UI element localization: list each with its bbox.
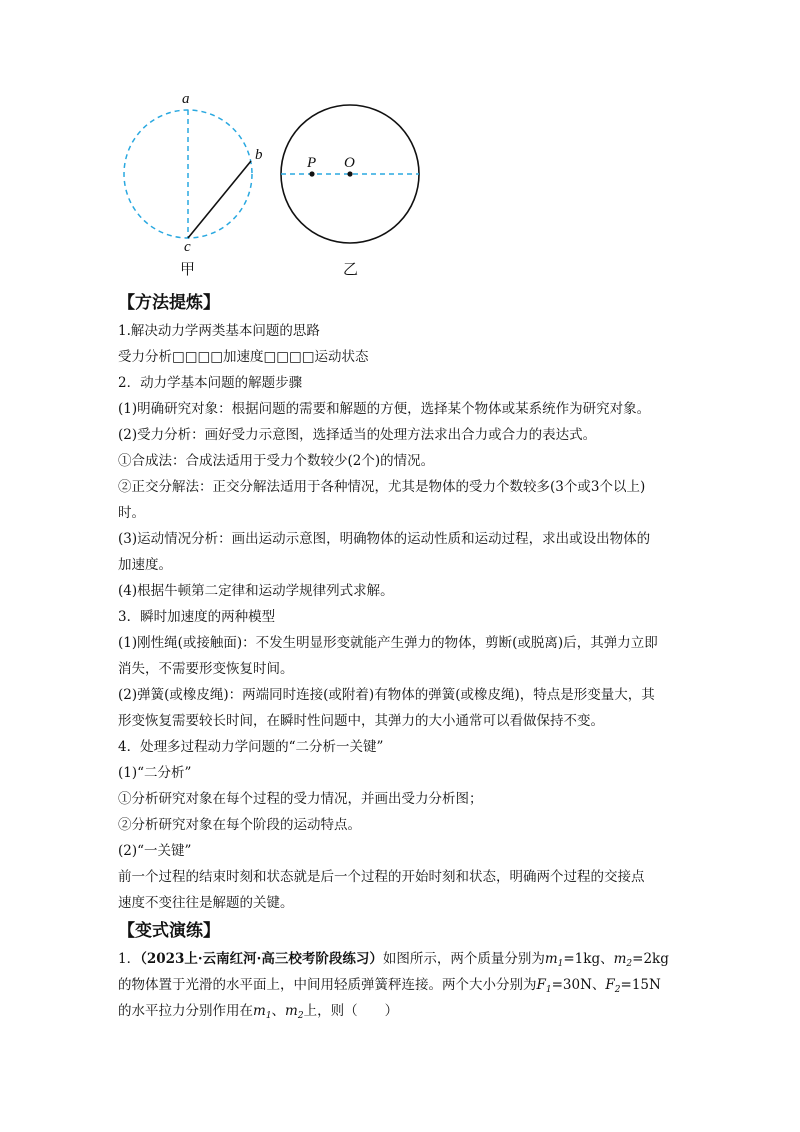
practice-heading: 【变式演练】 <box>118 921 220 941</box>
symbol-f: F <box>605 977 615 993</box>
question-number: 1． <box>118 951 141 967</box>
subscript: 1 <box>265 1011 272 1021</box>
method-line: 时。 <box>118 505 145 521</box>
subscript: 2 <box>297 1011 304 1021</box>
question-1-line-2 <box>118 972 688 998</box>
method-line: (4)根据牛顿第二定律和运动学规律列式求解。 <box>118 583 394 599</box>
document-body <box>118 288 688 1024</box>
method-line: (2)弹簧(或橡皮绳)：两端同时连接(或附着)有物体的弹簧(或橡皮绳)，特点是形变量大，其 <box>118 687 655 703</box>
label-p: P <box>307 155 317 171</box>
symbol-f: F <box>536 977 546 993</box>
question-text: =15N <box>620 977 661 993</box>
subscript: 2 <box>626 959 633 969</box>
point-p <box>309 171 314 176</box>
method-line: (3)运动情况分析：画出运动示意图，明确物体的运动性质和运动过程，求出或设出物体的 <box>118 531 651 547</box>
method-line: (2)受力分析：画好受力示意图，选择适当的处理方法求出合力或合力的表达式。 <box>118 427 597 443</box>
symbol-m: m <box>253 1003 266 1019</box>
question-text: 如图所示，两个质量分别为 <box>382 951 545 967</box>
method-line: 加速度。 <box>118 557 172 573</box>
label-o: O <box>344 155 355 171</box>
method-line: (1)刚性绳(或接触面)：不发生明显形变就能产生弹力的物体，剪断(或脱离)后，其弹力立即 <box>118 635 658 651</box>
method-line: 1.解决动力学两类基本问题的思路 <box>118 323 320 339</box>
method-line: ②正交分解法：正交分解法适用于各种情况，尤其是物体的受力个数较多(3个或3个以上) <box>118 479 646 495</box>
figure-drawing <box>100 90 440 290</box>
method-line: 受力分析□□□□加速度□□□□运动状态 <box>118 349 369 365</box>
method-line: (1)“二分析” <box>118 765 192 781</box>
subscript: 1 <box>545 985 552 995</box>
method-line: ②分析研究对象在每个阶段的运动特点。 <box>118 817 361 833</box>
method-line: (2)“一关键” <box>118 843 192 859</box>
method-line: 消失，不需要形变恢复时间。 <box>118 661 294 677</box>
question-text: =2kg <box>632 951 669 967</box>
symbol-m: m <box>613 951 627 967</box>
method-line: 形变恢复需要较长时间，在瞬时性问题中，其弹力的大小通常可以看做保持不变。 <box>118 713 604 729</box>
method-line: 2．动力学基本问题的解题步骤 <box>118 375 303 391</box>
method-line: 前一个过程的结束时刻和状态就是后一个过程的开始时刻和状态，明确两个过程的交接点 <box>118 869 645 885</box>
symbol-m: m <box>285 1003 298 1019</box>
question-text: =30N、 <box>551 977 606 993</box>
subscript: 1 <box>557 959 564 969</box>
method-line: 速度不变往往是解题的关键。 <box>118 895 294 911</box>
method-heading: 【方法提炼】 <box>118 293 220 313</box>
question-text: =1kg、 <box>563 951 614 967</box>
question-text: 、 <box>271 1003 286 1019</box>
caption-yi: 乙 <box>343 260 359 278</box>
point-o <box>347 171 352 176</box>
subscript: 2 <box>614 985 621 995</box>
method-line: 4．处理多过程动力学问题的“二分析一关键” <box>118 739 384 755</box>
question-text: 上，则（ ） <box>303 1003 399 1019</box>
method-line: ①分析研究对象在每个过程的受力情况，并画出受力分析图； <box>118 791 483 807</box>
question-text: 的物体置于光滑的水平面上，中间用轻质弹簧秤连接。两个大小分别为 <box>118 977 537 993</box>
label-c: c <box>184 239 191 255</box>
method-line: ①合成法：合成法适用于受力个数较少(2个)的情况。 <box>118 453 435 469</box>
method-line: (1)明确研究对象：根据问题的需要和解题的方便，选择某个物体或某系统作为研究对象。 <box>118 401 651 417</box>
question-source: （2023上·云南红河·高三校考阶段练习） <box>140 951 383 967</box>
symbol-m: m <box>544 951 558 967</box>
question-text: 的水平拉力分别作用在 <box>118 1003 253 1019</box>
label-b: b <box>255 147 263 163</box>
chord-cb <box>188 161 251 238</box>
figure <box>100 90 440 290</box>
label-a: a <box>182 91 190 107</box>
caption-jia: 甲 <box>180 260 196 278</box>
question-1-line-1 <box>118 946 688 972</box>
method-line: 3．瞬时加速度的两种模型 <box>118 609 276 625</box>
question-1-line-3 <box>118 998 688 1024</box>
